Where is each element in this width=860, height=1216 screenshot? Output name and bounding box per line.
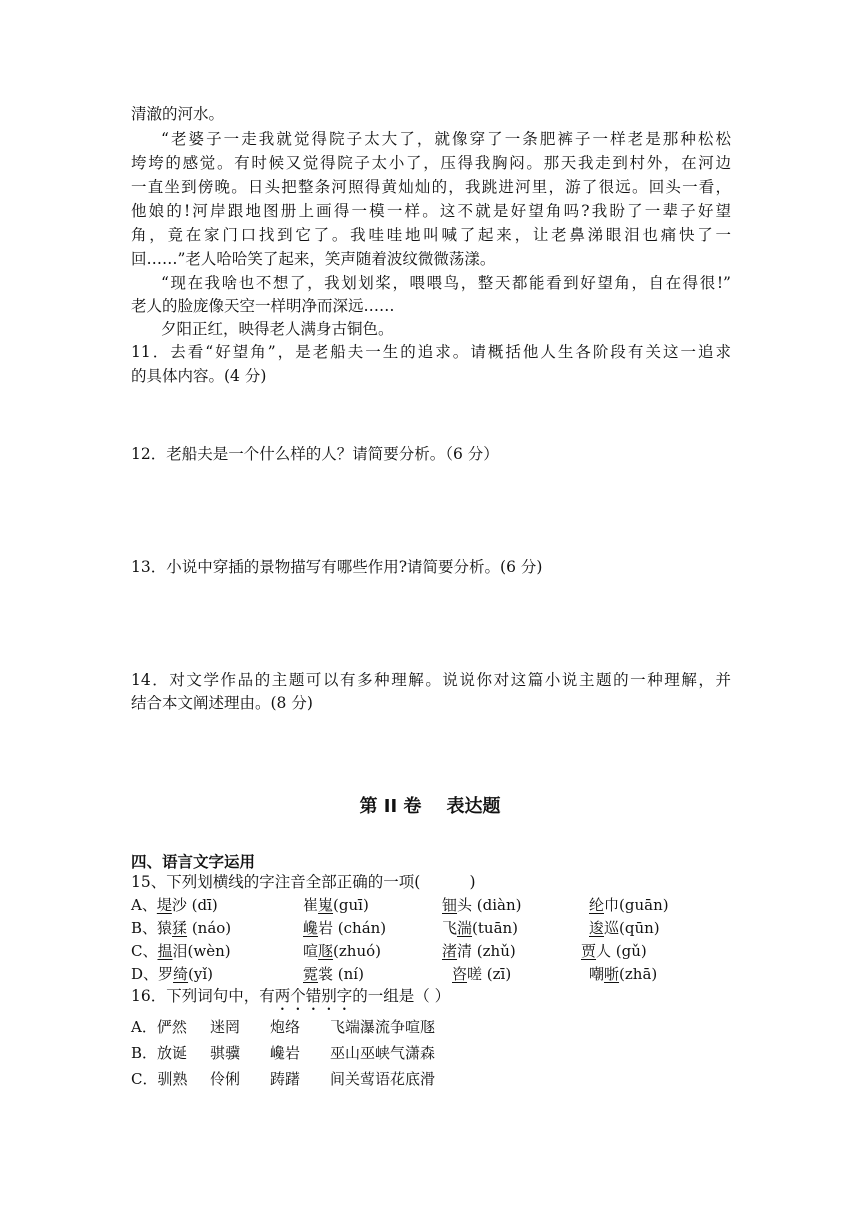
question-12: 12．老船夫是一个什么样的人？请简要分析。（6 分）	[131, 445, 499, 463]
passage-line: 一直坐到傍晚。日头把整条河照得黄灿灿的，我跳进河里，游了很远。回头一看，	[131, 178, 731, 196]
passage-line: “现在我啥也不想了，我划划桨，喂喂鸟，整天都能看到好望角，自在得很!”	[161, 274, 731, 292]
q16-option-c: C．驯熟 伶俐 踌躇 间关莺语花底滑	[131, 1070, 436, 1088]
passage-line: 老人的脸庞像天空一样明净而深远……	[131, 297, 395, 315]
passage-line: 回……”老人哈哈笑了起来，笑声随着波纹微微荡漾。	[131, 250, 496, 268]
question-11-line2: 的具体内容。(4 分)	[131, 367, 267, 385]
part-2-title: 第 II 卷 表达题	[359, 796, 501, 817]
question-15: 15、下列划横线的字注音全部正确的一项( )	[131, 873, 476, 891]
document-page: 清澈的河水。 “老婆子一走我就觉得院子太大了，就像穿了一条肥裤子一样老是那种松松 垮垮的感觉。有时候又觉得院子太小了，压得我胸闷。那天我走到村外，在河边 一直坐到傍晚。日头把整条河照得黄灿灿的，我跳进河里，游了很远。回头一看， 他娘的!河岸跟地图册上画得一模一样。这不就是好望角吗?我盼了一辈子好望 角，竟在家门口找到它了。我哇哇地叫喊了起来，让老鼻涕眼泪也痛快了一 回……”老人哈哈笑了起来，笑声随着波纹微微荡漾。 “现在我啥也不想了，我划划桨，喂喂鸟，整天都能看到好望角，自在得很!” 老人的脸庞像天空一样明净而深远…… 夕阳正红，映得老人满身古铜色。 11．去看“好望角”，是老船夫一生的追求。请概括他人生各阶段有关这一追求 的具体内容。(4 分) 12．老船夫是一个什么样的人？请简要分析。（6 分） 13．小说中穿插的景物描写有哪些作用?请简要分析。(6 分) 14．对文学作品的主题可以有多种理解。说说你对这篇小说主题的一种理解，并 结合本文阐述理由。(8 分) 第 II 卷 表达题 四、语言文字运用 15、下列划横线的字注音全部正确的一项( ) A、堤沙 (dī) 崔嵬(guī) 钿头 (diàn) 纶巾(guān) B、猿猱 (náo) 巉岩 (chán) 飞湍(tuān) 逡巡(qūn) C、揾泪(wèn) 喧豗(zhuó) 渚清 (zhǔ) 贾人 (gǔ) D、罗绮(yǐ) 霓裳 (ní) 咨嗟 (zī) 嘲哳(zhā) 16．下列词句中，有两个错别字的一组是（ ） A．俨然 迷罔 炮络 飞端瀑流争喧豗 B．放诞 骐骥 巉岩 巫山巫峡气潇森 C．驯熟 伶俐 踌躇 间关莺语花底滑	[0, 0, 860, 1216]
passage-line: 清澈的河水。	[131, 105, 225, 123]
passage-line: 他娘的!河岸跟地图册上画得一模一样。这不就是好望角吗?我盼了一辈子好望	[131, 202, 731, 220]
section-heading: 四、语言文字运用	[131, 853, 256, 871]
q16-option-b: B．放诞 骐骥 巉岩 巫山巫峡气潇森	[131, 1044, 436, 1062]
passage-line: “老婆子一走我就觉得院子太大了，就像穿了一条肥裤子一样老是那种松松	[161, 130, 731, 148]
emphasis-dots: 两个错别字	[274, 987, 353, 1005]
question-14-line2: 结合本文阐述理由。(8 分)	[131, 694, 313, 712]
q16-option-a: A．俨然 迷罔 炮络 飞端瀑流争喧豗	[131, 1018, 436, 1036]
question-13: 13．小说中穿插的景物描写有哪些作用?请简要分析。(6 分)	[131, 558, 543, 576]
passage-line: 角，竟在家门口找到它了。我哇哇地叫喊了起来，让老鼻涕眼泪也痛快了一	[131, 226, 731, 244]
passage-line: 垮垮的感觉。有时候又觉得院子太小了，压得我胸闷。那天我走到村外，在河边	[131, 154, 731, 172]
question-16: 16．下列词句中，有两个错别字的一组是（ ）	[131, 987, 451, 1005]
question-14-line1: 14．对文学作品的主题可以有多种理解。说说你对这篇小说主题的一种理解，并	[131, 671, 731, 689]
passage-line: 夕阳正红，映得老人满身古铜色。	[161, 320, 394, 338]
question-11-line1: 11．去看“好望角”，是老船夫一生的追求。请概括他人生各阶段有关这一追求	[131, 343, 731, 361]
